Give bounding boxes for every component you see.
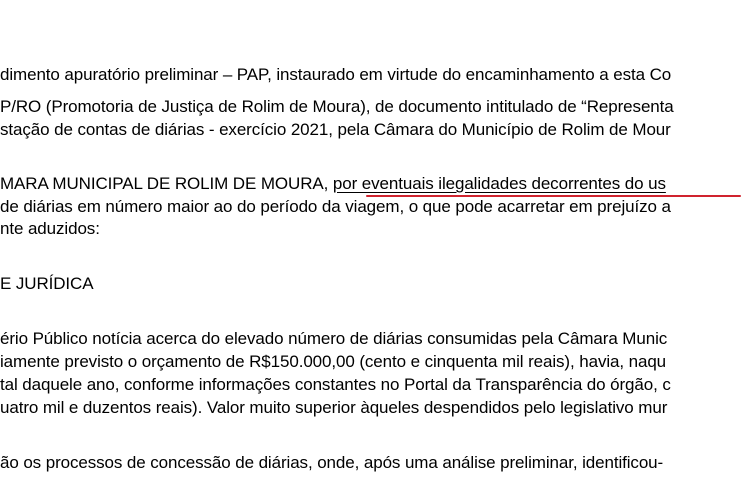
paragraph-line-10: uatro mil e duzentos reais). Valor muito superior àqueles despendidos pelo legislativo mur xyxy=(0,398,668,417)
paragraph-line-4-prefix: MARA MUNICIPAL DE ROLIM DE MOURA, xyxy=(0,174,333,193)
paragraph-line-9: tal daquele ano, conforme informações constantes no Portal da Transparência do órgão, c xyxy=(0,375,671,394)
paragraph-line-2: P/RO (Promotoria de Justiça de Rolim de Moura), de documento intitulado de “Representa xyxy=(0,97,674,116)
section-heading: E JURÍDICA xyxy=(0,274,94,293)
paragraph-line-3: stação de contas de diárias - exercício 2021, pela Câmara do Município de Rolim de Mour xyxy=(0,120,671,139)
paragraph-line-8: iamente previsto o orçamento de R$150.000,00 (cento e cinquenta mil reais), havia, naqu xyxy=(0,352,667,371)
paragraph-line-4 xyxy=(0,174,666,194)
paragraph-line-5: de diárias em número maior ao do período da viagem, o que pode acarretar em prejuízo a xyxy=(0,197,671,216)
paragraph-line-6: nte aduzidos: xyxy=(0,219,100,238)
underlined-phrase: por eventuais ilegalidades decorrentes do us xyxy=(332,174,666,193)
paragraph-line-11: ão os processos de concessão de diárias, onde, após uma análise preliminar, identificou- xyxy=(0,453,664,472)
paragraph-line-1: dimento apuratório preliminar – PAP, instaurado em virtude do encaminhamento a esta Co xyxy=(0,65,672,84)
paragraph-line-7: ério Público notícia acerca do elevado número de diárias consumidas pela Câmara Munic xyxy=(0,329,668,348)
